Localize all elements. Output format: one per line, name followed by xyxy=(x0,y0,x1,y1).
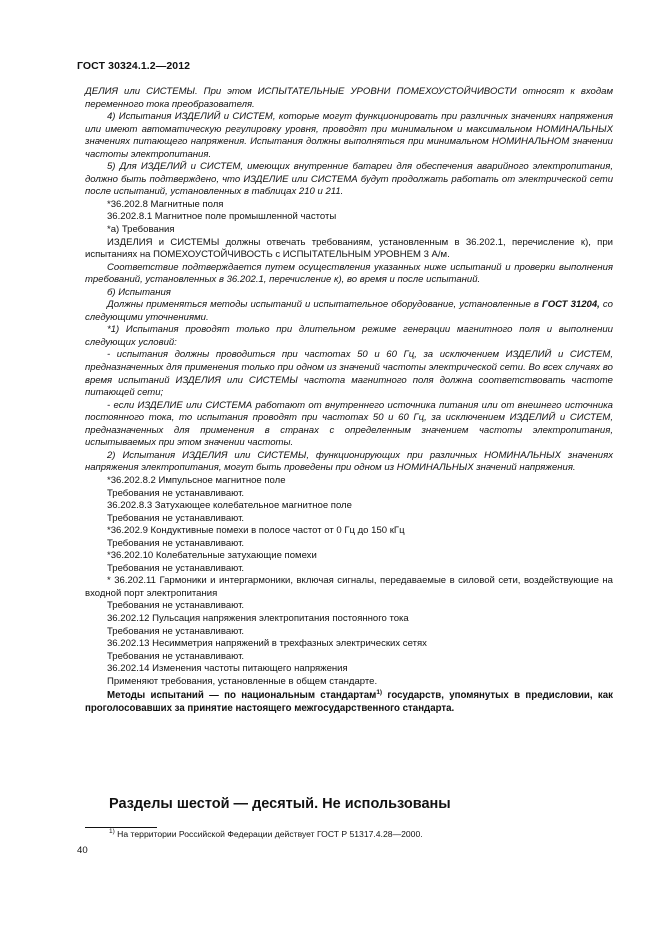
no-requirements-text: Требования не устанавливают. xyxy=(107,512,245,524)
footnote-mark: 1) xyxy=(109,828,115,836)
national-standards-text-end: государств, упомянутых в предисловии, как проголосовавших за принятие настоящего межгосударственного стандарта. xyxy=(85,690,613,714)
clause-36-202-8-1: 36.202.8.1 Магнитное поле промышленной частоты xyxy=(107,211,337,223)
page-number: 40 xyxy=(77,845,88,856)
clause-36-202-12: 36.202.12 Пульсация напряжения электропитания постоянного тока xyxy=(107,612,409,624)
clause-36-202-10: *36.202.10 Колебательные затухающие помехи xyxy=(107,550,317,562)
clause-36-202-13: 36.202.13 Несимметрия напряжений в трехфазных электрических сетях xyxy=(107,638,427,650)
paragraph-test-item-1: *1) Испытания проводят только при длительном режиме генерации магнитного поля и выполнении следующих условий: xyxy=(85,324,613,348)
paragraph-dash-2: - если ИЗДЕЛИЕ или СИСТЕМА работают от внутреннего источника питания или от внешнего источника постоянного тока, то испытания проводят при частотах 50 и 60 Гц, за исключением ИЗДЕЛИЙ и СИСТЕМ, предназначенных для применения в странах с определенным значением частоты электропитания, испытываемых при этом значении частоты. xyxy=(85,399,613,449)
footnote-reference: 1) xyxy=(376,689,383,697)
paragraph-continuation: ДЕЛИЯ или СИСТЕМЫ. При этом ИСПЫТАТЕЛЬНЫЕ УРОВНИ ПОМЕХОУСТОЙЧИВОСТИ относят к входам переменного тока преобразователя. xyxy=(85,86,613,110)
standard-reference: ГОСТ 31204, xyxy=(541,299,600,311)
clause-36-202-8-3: 36.202.8.3 Затухающее колебательное магнитное поле xyxy=(107,500,352,512)
clause-36-202-8-2: *36.202.8.2 Импульсное магнитное поле xyxy=(107,474,286,486)
section-heading: Разделы шестой — десятый. Не использованы xyxy=(109,796,451,812)
no-requirements-text: Требования не устанавливают. xyxy=(107,625,245,637)
no-requirements-text: Требования не устанавливают. xyxy=(107,600,245,612)
paragraph-compliance: Соответствие подтверждается путем осуществления указанных ниже испытаний и проверки выполнения требований, установленных в 36.202.1, перечисление к), во время и после испытаний. xyxy=(85,261,613,286)
clause-36-202-11: * 36.202.11 Гармоники и интергармоники, включая сигналы, передаваемые в силовой сети, воздействующие на входной порт электропитания xyxy=(85,575,613,599)
clause-36-202-9: *36.202.9 Кондуктивные помехи в полосе частот от 0 Гц до 150 кГц xyxy=(107,525,405,537)
paragraph-dash-1: - испытания должны проводиться при частотах 50 и 60 Гц, за исключением ИЗДЕЛИЙ и СИСТЕМ, предназначенных для применения только при одном из значений частоты электрической сети. Во всех случаях во время испытаний ИЗДЕЛИЯ или СИСТЕМЫ частота магнитного поля должна соответствовать частоте питающей сети; xyxy=(85,349,613,399)
subclause-tests: б) Испытания xyxy=(107,286,171,298)
subclause-requirements: *а) Требования xyxy=(107,224,175,236)
page-body xyxy=(85,86,613,715)
no-requirements-text: Требования не устанавливают. xyxy=(107,537,245,549)
national-standards-text: Методы испытаний — по национальным стандартам xyxy=(107,690,377,702)
clause-36-202-8: *36.202.8 Магнитные поля xyxy=(107,198,224,210)
footnote xyxy=(109,829,423,839)
test-methods-text-end: со следующими уточнениями. xyxy=(85,299,613,323)
paragraph-test-item-2: 2) Испытания ИЗДЕЛИЯ или СИСТЕМЫ, функционирующих при различных НОМИНАЛЬНЫХ значениях напряжения электропитания, могут быть проведены при одном из НОМИНАЛЬНЫХ значений напряжения. xyxy=(85,449,613,474)
no-requirements-text: Требования не устанавливают. xyxy=(107,650,245,662)
footnote-text: На территории Российской Федерации действует ГОСТ Р 51317.4.28—2000. xyxy=(114,829,423,839)
paragraph-item-4: 4) Испытания ИЗДЕЛИЙ и СИСТЕМ, которые могут функционировать при различных значениях напряжения или имеют автоматическую регулировку уровня, проводят при минимальном и максимальном НОМИНАЛЬНЫХ значениях питающего напряжения. Испытания должны выполняться при минимальном НОМИНАЛЬНОМ значении частоты электропитания. xyxy=(85,111,613,160)
no-requirements-text: Требования не устанавливают. xyxy=(107,562,245,574)
paragraph-requirements-text: ИЗДЕЛИЯ и СИСТЕМЫ должны отвечать требованиям, установленным в 36.202.1, перечисление к), при испытаниях на ПОМЕХОУСТОЙЧИВОСТЬ с ИСПЫТАТЕЛЬНЫМ УРОВНЕМ 3 А/м. xyxy=(85,236,613,261)
paragraph-national-standards xyxy=(85,690,613,715)
no-requirements-text: Требования не устанавливают. xyxy=(107,487,245,499)
general-standard-text: Применяют требования, установленные в общем стандарте. xyxy=(107,675,378,687)
paragraph-item-5: 5) Для ИЗДЕЛИЙ и СИСТЕМ, имеющих внутренние батареи для обеспечения аварийного электропитания, должно быть подтверждено, что ИЗДЕЛИЕ или СИСТЕМА будут продолжать работать от электрической сети после испытаний, установленных в таблицах 210 и 211. xyxy=(85,161,613,198)
footnote-divider xyxy=(85,827,157,828)
test-methods-text: Должны применяться методы испытаний и испытательное оборудование, установленные в xyxy=(107,299,542,311)
clause-36-202-14: 36.202.14 Изменения частоты питающего напряжения xyxy=(107,663,348,675)
paragraph-test-methods xyxy=(85,299,613,324)
document-header: ГОСТ 30324.1.2—2012 xyxy=(77,60,191,72)
